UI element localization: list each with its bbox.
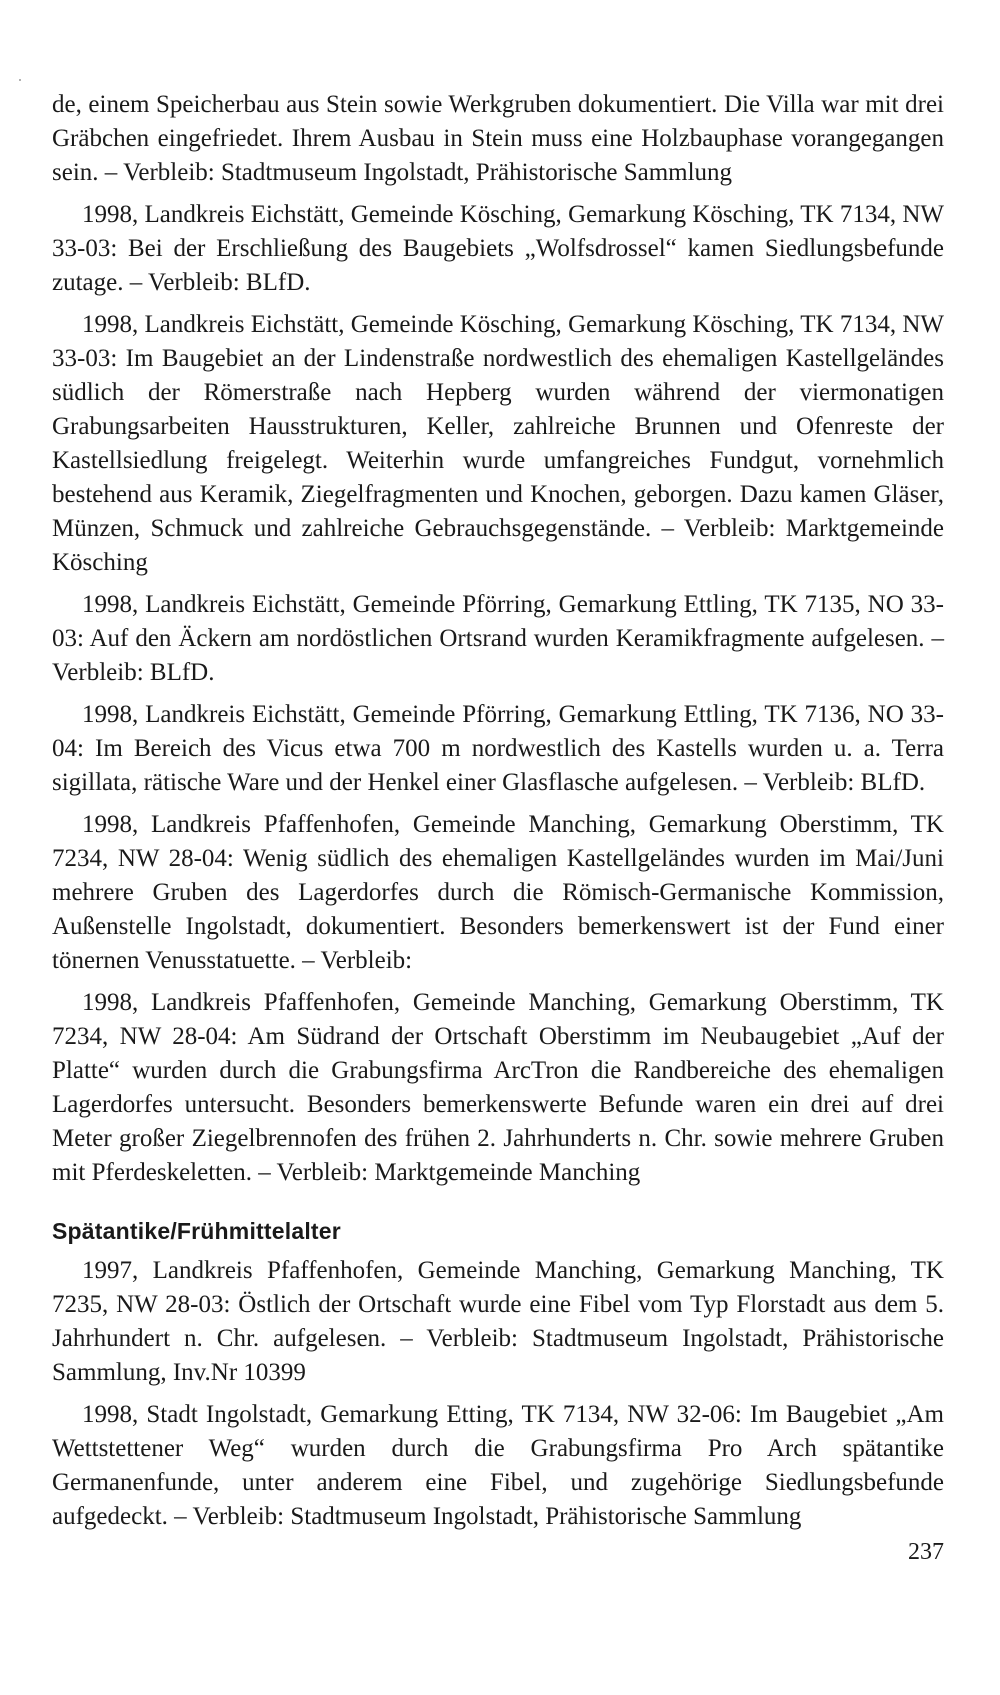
- scan-speck: [19, 79, 21, 81]
- paragraph-entry: 1998, Landkreis Eichstätt, Gemeinde Kösching, Gemarkung Kösching, TK 7134, NW 33-03: Bei der Erschließung des Baugebiets „Wolfsdrossel“ kamen Siedlungsbefunde zutage. – Verbleib: BLfD.: [52, 201, 944, 296]
- paragraph-entry: 1998, Landkreis Pfaffenhofen, Gemeinde Manching, Gemarkung Oberstimm, TK 7234, NW 28-04: Am Südrand der Ortschaft Oberstimm im Neubaugebiet „Auf der Platte“ wurden durch die Grabungsfirma ArcTron die Randbereiche des ehemaligen Lagerdorfes untersucht. Besonders bemerkenswerte Befunde waren ein drei auf drei Meter großer Ziegelbrennofen des frühen 2. Jahrhunderts n. Chr. sowie mehrere Gruben mit Pferdeskeletten. – Verbleib: Marktgemeinde Manching: [52, 989, 944, 1186]
- paragraph-continuation: de, einem Speicherbau aus Stein sowie Werkgruben dokumentiert. Die Villa war mit drei Gräbchen eingefriedet. Ihrem Ausbau in Stein muss eine Holzbauphase vorangegangen sein. – Verbleib: Stadtmuseum Ingolstadt, Prähistorische Sammlung: [52, 91, 944, 186]
- paragraph-entry: 1998, Landkreis Eichstätt, Gemeinde Pförring, Gemarkung Ettling, TK 7136, NO 33-04: Im Bereich des Vicus etwa 700 m nordwestlich des Kastells wurden u. a. Terra sigillata, rätische Ware und der Henkel einer Glasflasche aufgelesen. – Verbleib: BLfD.: [52, 701, 944, 796]
- paragraph-entry: 1998, Stadt Ingolstadt, Gemarkung Etting, TK 7134, NW 32-06: Im Baugebiet „Am Wettstettener Weg“ wurden durch die Grabungsfirma Pro Arch spätantike Germanenfunde, unter anderem eine Fibel, und zugehörige Siedlungsbefunde aufgedeckt. – Verbleib: Stadtmuseum Ingolstadt, Prähistorische Sammlung: [52, 1401, 944, 1530]
- paragraph-entry: 1997, Landkreis Pfaffenhofen, Gemeinde Manching, Gemarkung Manching, TK 7235, NW 28-03: Östlich der Ortschaft wurde eine Fibel vom Typ Florstadt aus dem 5. Jahrhundert n. Chr. aufgelesen. – Verbleib: Stadtmuseum Ingolstadt, Prähistorische Sammlung, Inv.Nr 10399: [52, 1257, 944, 1386]
- paragraph-entry: 1998, Landkreis Eichstätt, Gemeinde Kösching, Gemarkung Kösching, TK 7134, NW 33-03: Im Baugebiet an der Lindenstraße nordwestlich des ehemaligen Kastellgeländes südlich der Römerstraße nach Hepberg wurden während der viermonatigen Grabungsarbeiten Hausstrukturen, Keller, zahlreiche Brunnen und Ofenreste der Kastellsiedlung freigelegt. Weiterhin wurde umfangreiches Fundgut, vornehmlich bestehend aus Keramik, Ziegelfragmenten und Knochen, geborgen. Dazu kamen Gläser, Münzen, Schmuck und zahlreiche Gebrauchsgegenstände. – Verbleib: Marktgemeinde Kösching: [52, 311, 944, 576]
- paragraph-entry: 1998, Landkreis Pfaffenhofen, Gemeinde Manching, Gemarkung Oberstimm, TK 7234, NW 28-04: Wenig südlich des ehemaligen Kastellgeländes wurden im Mai/Juni mehrere Gruben des Lagerdorfes durch die Römisch-Germanische Kommission, Außenstelle Ingolstadt, dokumentiert. Besonders bemerkenswert ist der Fund einer tönernen Venusstatuette. – Verbleib:: [52, 811, 944, 974]
- paragraph-entry: 1998, Landkreis Eichstätt, Gemeinde Pförring, Gemarkung Ettling, TK 7135, NO 33-03: Auf den Äckern am nordöstlichen Ortsrand wurden Keramikfragmente aufgelesen. – Verbleib: BLfD.: [52, 591, 944, 686]
- page-number: 237: [908, 1539, 944, 1565]
- body-text: [52, 88, 944, 1542]
- section-heading: Spätantike/Frühmittelalter: [52, 1218, 341, 1244]
